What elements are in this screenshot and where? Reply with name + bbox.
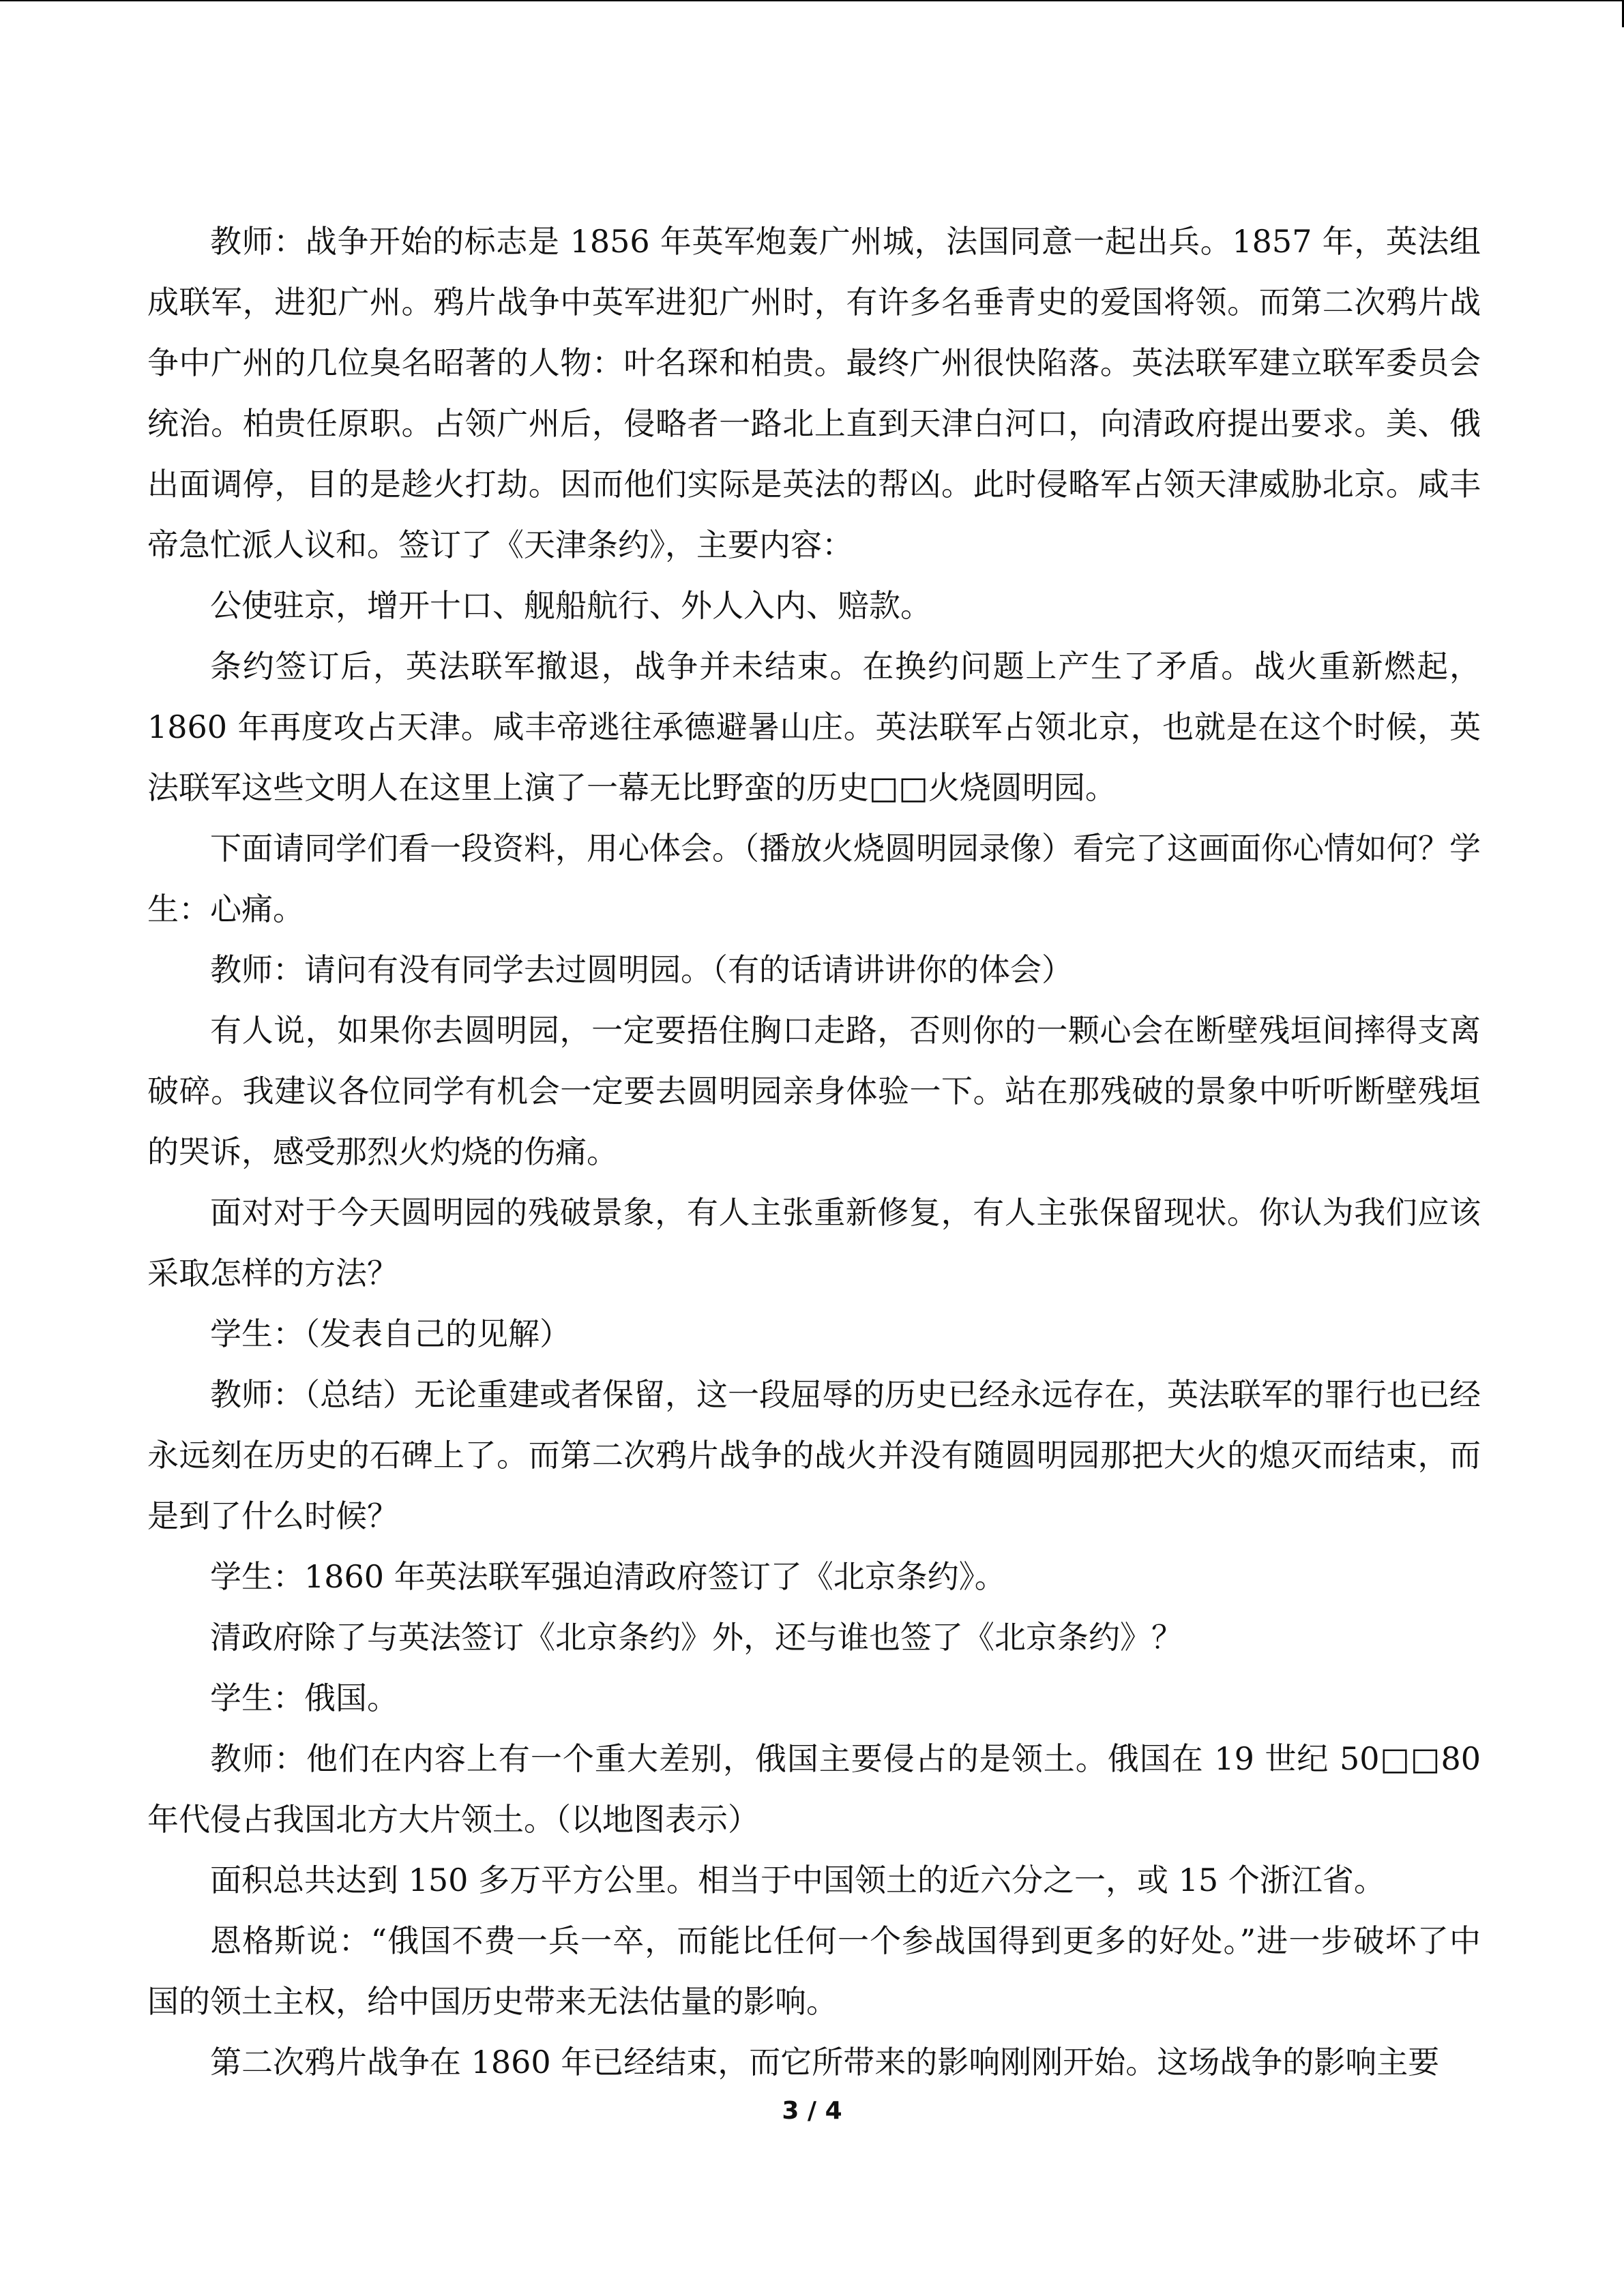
paragraph: 学生：俄国。 [210, 1680, 398, 1716]
paragraph: 清政府除了与英法签订《北京条约》外，还与谁也签了《北京条约》？ [210, 1619, 1183, 1656]
paragraph: 教师：请问有没有同学去过圆明园。（有的话请讲讲你的体会） [210, 951, 1073, 988]
body-text [147, 211, 1481, 2093]
paragraph: 面对对于今天圆明园的残破景象，有人主张重新修复，有人主张保留现状。你认为我们应该采取怎样的方法？ [147, 1194, 1481, 1292]
paragraph: 公使驻京，增开十口、舰船航行、外人入内、赔款。 [210, 587, 932, 624]
paragraph: 恩格斯说：“俄国不费一兵一卒，而能比任何一个参战国得到更多的好处。”进一步破坏了中国的领土主权，给中国历史带来无法估量的影响。 [147, 1922, 1481, 2020]
paragraph: 有人说，如果你去圆明园，一定要捂住胸口走路，否则你的一颗心会在断壁残垣间摔得支离破碎。我建议各位同学有机会一定要去圆明园亲身体验一下。站在那残破的景象中听听断壁残垣的哭诉，感受那烈火灼烧的伤痛。 [147, 1012, 1481, 1170]
paragraph: 面积总共达到 150 多万平方公里。相当于中国领土的近六分之一，或 15 个浙江省。 [210, 1862, 1385, 1898]
paragraph: 下面请同学们看一段资料，用心体会。（播放火烧圆明园录像）看完了这画面你心情如何？学生：心痛。 [147, 830, 1481, 927]
paragraph: 教师：（总结）无论重建或者保留，这一段屈辱的历史已经永远存在，英法联军的罪行也已经永远刻在历史的石碑上了。而第二次鸦片战争的战火并没有随圆明园那把大火的熄灭而结束，而是到了什么时候？ [147, 1376, 1481, 1534]
paragraph: 条约签订后，英法联军撤退，战争并未结束。在换约问题上产生了矛盾。战火重新燃起，1860 年再度攻占天津。咸丰帝逃往承德避暑山庄。英法联军占领北京，也就是在这个时候，英法联军这些文明人在这里上演了一幕无比野蛮的历史□□火烧圆明园。 [147, 648, 1481, 806]
paragraph: 教师：战争开始的标志是 1856 年英军炮轰广州城，法国同意一起出兵。1857 年，英法组成联军，进犯广州。鸦片战争中英军进犯广州时，有许多名垂青史的爱国将领。而第二次鸦片战争中广州的几位臭名昭著的人物：叶名琛和柏贵。最终广州很快陷落。英法联军建立联军委员会统治。柏贵任原职。占领广州后，侵略者一路北上直到天津白河口，向清政府提出要求。美、俄出面调停，目的是趁火打劫。因而他们实际是英法的帮凶。此时侵略军占领天津威胁北京。咸丰帝急忙派人议和。签订了《天津条约》，主要内容： [147, 223, 1481, 563]
paragraph: 教师：他们在内容上有一个重大差别，俄国主要侵占的是领土。俄国在 19 世纪 50□□80 年代侵占我国北方大片领土。（以地图表示） [147, 1740, 1481, 1838]
paragraph: 第二次鸦片战争在 1860 年已经结束，而它所带来的影响刚刚开始。这场战争的影响主要 [210, 2044, 1440, 2081]
paragraph: 学生：1860 年英法联军强迫清政府签订了《北京条约》。 [210, 1558, 1006, 1595]
page-top-border [0, 0, 1624, 1]
paragraph: 学生：（发表自己的见解） [210, 1315, 571, 1352]
page-number: 3 / 4 [782, 2097, 842, 2125]
